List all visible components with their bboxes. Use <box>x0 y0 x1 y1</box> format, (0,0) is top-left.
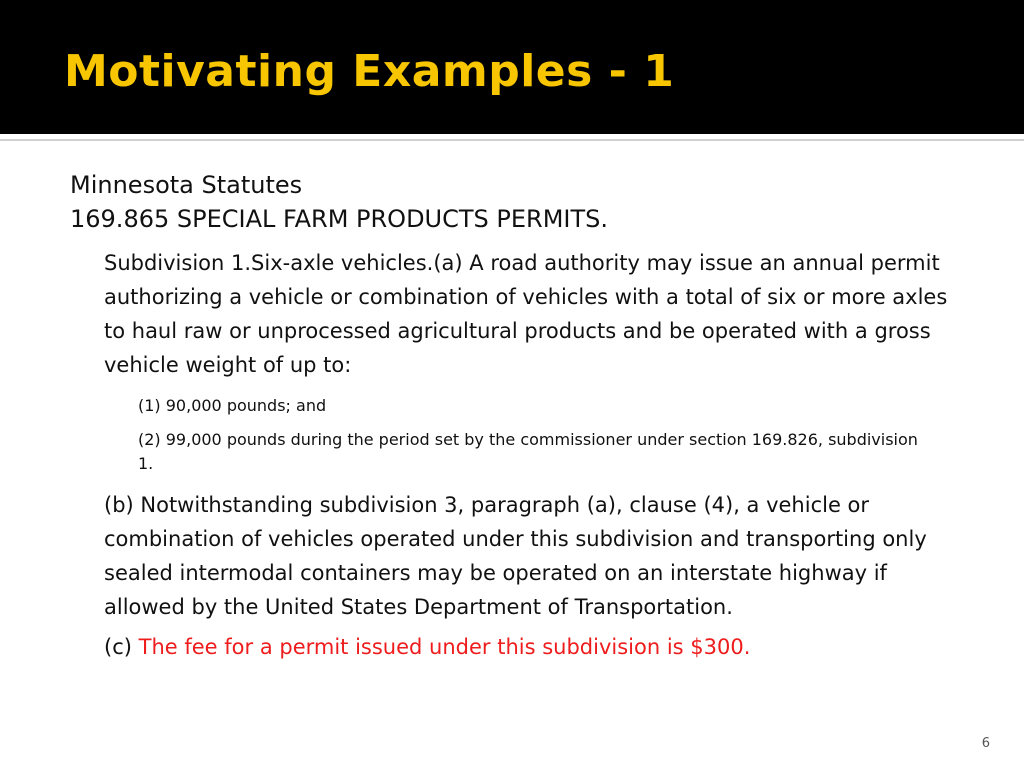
paragraph-a: Subdivision 1.Six-axle vehicles.(a) A road authority may issue an annual permit authorizing a vehicle or combination of vehicles with a total of six or more axles to haul raw or unprocessed agricultural products and be operated with a gross vehicle weight of up to: <box>104 251 948 377</box>
slide-title: Motivating Examples - 1 <box>64 46 675 97</box>
fee-highlight: The fee for a permit issued under this subdivision is $300. <box>138 635 751 659</box>
slide-body <box>70 168 970 664</box>
list-item-2: (2) 99,000 pounds during the period set by the commissioner under section 169.826, subdivision 1. <box>138 430 918 473</box>
list-item-1: (1) 90,000 pounds; and <box>138 396 327 415</box>
paragraph-c <box>104 630 960 664</box>
statute-source: Minnesota Statutes <box>70 171 303 199</box>
title-divider <box>0 139 1024 141</box>
page-number: 6 <box>981 736 990 751</box>
statute-section-title: 169.865 SPECIAL FARM PRODUCTS PERMITS. <box>70 205 609 233</box>
title-bar <box>0 0 1024 134</box>
paragraph-b: (b) Notwithstanding subdivision 3, paragraph (a), clause (4), a vehicle or combination of vehicles operated under this subdivision and transporting only sealed intermodal containers may be operated on an interstate highway if allowed by the United States Department of Transportation. <box>104 493 927 619</box>
paragraph-c-prefix: (c) <box>104 635 132 659</box>
